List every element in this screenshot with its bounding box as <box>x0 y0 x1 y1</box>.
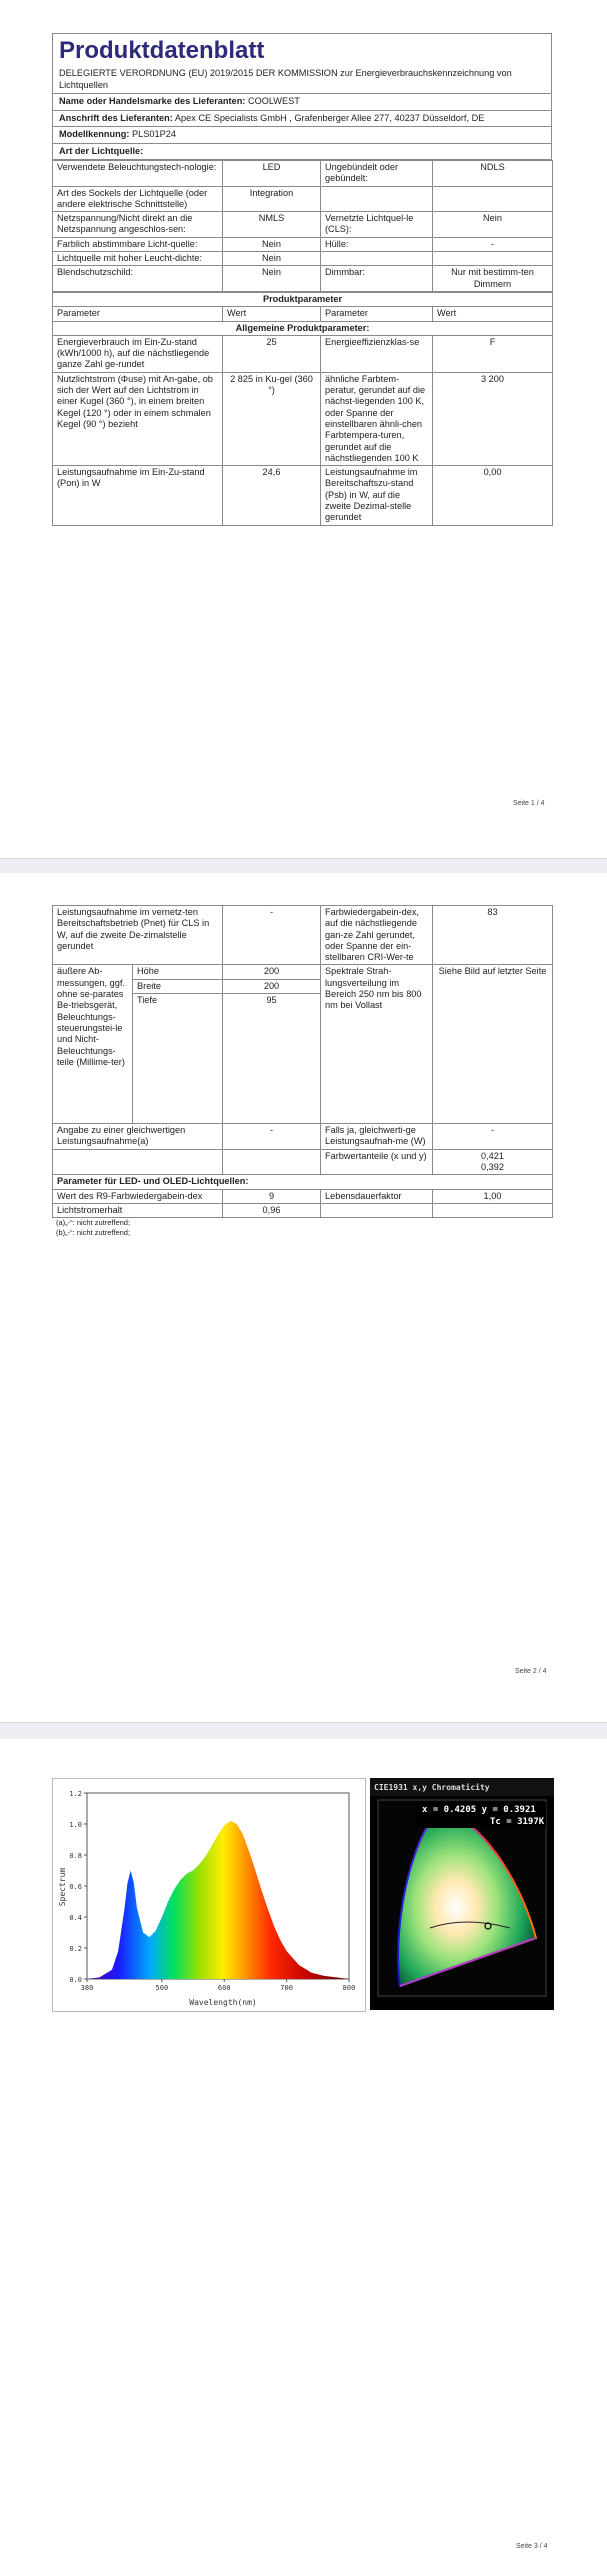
y-tick-label: 1.0 <box>69 1821 82 1829</box>
cie-readout: x = 0.4205 y = 0.3921 <box>422 1805 536 1815</box>
param-cell: Ungebündelt oder gebündelt: <box>321 161 433 187</box>
value-cell: Nein <box>223 252 321 266</box>
spectral-label: Spektrale Strah-lungsverteilung im Bereich 250 nm bis 800 nm bei Vollast <box>321 965 433 1124</box>
equiv-v2: - <box>433 1124 553 1150</box>
param-cell: ähnliche Farbtem-peratur, gerundet auf die nächst-liegenden 100 K, oder Spanne der einstellbaren ähnli-chen Farbtempera-turen, gerundet auf die nächstliegenden 100 K <box>321 372 433 465</box>
table-row <box>53 266 553 292</box>
value-cell: Integration <box>223 186 321 212</box>
param-cell: Leistungsaufnahme im Ein-Zu-stand (Pon) in W <box>53 466 223 525</box>
value-cell: 0,00 <box>433 466 553 525</box>
spectrum-chart <box>52 1778 366 2012</box>
param-cell: Farbwiedergabein-dex, auf die nächstliegende gan-ze Zahl gerundet, oder Spanne der ein-stellbaren CRI-Wer-te <box>321 906 433 965</box>
table-row <box>53 1203 553 1217</box>
led-params-label: Parameter für LED- und OLED-Lichtquellen: <box>53 1175 553 1189</box>
param-cell: Energieverbrauch im Ein-Zu-stand (kWh/1000 h), auf die nächstliegende ganze Zahl ge-rundet <box>53 335 223 372</box>
dim-name-depth: Tiefe <box>133 994 223 1124</box>
col-param: Parameter <box>53 307 223 321</box>
footnote-a: (a)„-“: nicht zutreffend; <box>56 1218 131 1228</box>
param-cell: Art des Sockels der Lichtquelle (oder andere elektrische Schnittstelle) <box>53 186 223 212</box>
value-cell <box>433 252 553 266</box>
supplier-address: Apex CE Specialists GmbH , Grafenberger Allee 277, 40237 Düsseldorf, DE <box>174 112 485 123</box>
page-number-2: Seite 2 / 4 <box>515 1668 547 1675</box>
cie-header: CIE1931 x,y Chromaticity <box>374 1783 490 1792</box>
model-row <box>53 127 551 144</box>
supplier-name: COOLWEST <box>247 96 300 106</box>
param-cell: Lichtquelle mit hoher Leucht-dichte: <box>53 252 223 266</box>
value-cell: - <box>223 906 321 965</box>
value-cell: 1,00 <box>433 1189 553 1203</box>
regulation-text: DELEGIERTE VERORDNUNG (EU) 2019/2015 DER KOMMISSION zur Energieverbrauchskennzeichnung von Lichtquellen <box>53 66 551 94</box>
col-param-2: Parameter <box>321 307 433 321</box>
y-tick-label: 0.4 <box>69 1914 82 1922</box>
table-row <box>53 1189 553 1203</box>
y-axis-label: Spectrum <box>58 1867 67 1907</box>
value-cell <box>433 1203 553 1217</box>
equiv-p2: Falls ja, gleichwerti-ge Leistungsaufnah-me (W) <box>321 1124 433 1150</box>
dim-value-height: 200 <box>223 965 321 979</box>
y-tick-label: 1.2 <box>69 1790 82 1798</box>
y-tick-label: 0.2 <box>69 1945 82 1953</box>
dimensions-label: äußere Ab-messungen, ggf. ohne se-parates Be-triebsgerät, Beleuchtungs-steuerungstei-le und Nicht-Beleuchtungs-teile (Millime-ter) <box>53 965 133 1124</box>
page-number-3: Seite 3 / 4 <box>516 2543 548 2550</box>
spectral-value: Siehe Bild auf letzter Seite <box>433 965 553 1124</box>
y-tick-label: 0.6 <box>69 1883 82 1891</box>
light-type-table <box>52 160 553 292</box>
dim-name-height: Höhe <box>133 965 223 979</box>
param-cell: Hülle: <box>321 237 433 251</box>
chroma-y: 0,392 <box>481 1161 504 1172</box>
spectrum-svg <box>53 1779 365 2011</box>
product-params-table <box>52 292 553 526</box>
param-cell: Lichtstromerhalt <box>53 1203 223 1217</box>
page-2 <box>0 873 607 1723</box>
footnote-b: (b)„-“: nicht zutreffend; <box>56 1228 131 1238</box>
model-value: PLS01P24 <box>132 129 176 139</box>
x-axis-label: Wavelength(nm) <box>189 1998 257 2007</box>
model-label: Modellkennung: <box>59 129 130 139</box>
page-gap <box>0 1722 607 1740</box>
param-cell: Wert des R9-Farbwiedergabein-dex <box>53 1189 223 1203</box>
chroma-x: 0,421 <box>481 1150 504 1161</box>
chroma-label: Farbwertanteile (x und y) <box>321 1149 433 1175</box>
value-cell: LED <box>223 161 321 187</box>
param-cell <box>321 1203 433 1217</box>
datasheet-page-2 <box>52 905 552 1238</box>
supplier-name-label: Name oder Handelsmarke des Lieferanten: <box>59 96 246 106</box>
dim-name-width: Breite <box>133 979 223 993</box>
equiv-value: - <box>223 1124 321 1150</box>
value-cell: 25 <box>223 335 321 372</box>
param-cell: Vernetzte Lichtquel-le (CLS): <box>321 212 433 238</box>
param-cell: Verwendete Beleuchtungstech-nologie: <box>53 161 223 187</box>
cie-svg <box>370 1778 554 2010</box>
value-cell: Nein <box>223 266 321 292</box>
light-type-label: Art der Lichtquelle: <box>53 144 551 161</box>
value-cell: NDLS <box>433 161 553 187</box>
y-tick-label: 0.0 <box>69 1976 82 1984</box>
col-value: Wert <box>223 307 321 321</box>
table-row <box>53 335 553 372</box>
value-cell: - <box>433 237 553 251</box>
param-cell: Leistungsaufnahme im Bereitschaftszu-stand (Psb) in W, auf die zweite Dezimal-stelle gerundet <box>321 466 433 525</box>
value-cell: 2 825 in Ku-gel (360 °) <box>223 372 321 465</box>
x-tick-label: 600 <box>217 1984 231 1992</box>
table-row <box>53 906 553 965</box>
x-tick-label: 380 <box>80 1984 94 1992</box>
value-cell: 83 <box>433 906 553 965</box>
param-cell: Netzspannung/Nicht direkt an die Netzspannung angeschlos-sen: <box>53 212 223 238</box>
supplier-address-label: Anschrift des Lieferanten: <box>59 112 173 123</box>
col-value-2: Wert <box>433 307 553 321</box>
value-cell: 9 <box>223 1189 321 1203</box>
equiv-label: Angabe zu einer gleichwertigen Leistungsaufnahme(a) <box>53 1124 223 1150</box>
param-cell <box>321 252 433 266</box>
table-row <box>53 161 553 187</box>
param-cell: Leistungsaufnahme im vernetz-ten Bereitschaftsbetrieb (Pnet) für CLS in W, auf die zweite De-zimalstelle gerundet <box>53 906 223 965</box>
param-cell: Energieeffizienzklas-se <box>321 335 433 372</box>
chroma-values <box>433 1149 553 1175</box>
param-cell: Dimmbar: <box>321 266 433 292</box>
value-cell: 0,96 <box>223 1203 321 1217</box>
param-cell: Nutzlichtstrom (Φuse) mit An-gabe, ob sich der Wert auf den Lichtstrom in einer Kugel (360 °), in einem breiten Kegel (120 °) oder in einem schmalen Kegel (90 °) bezieht <box>53 372 223 465</box>
product-params-label: Produktparameter <box>53 292 553 306</box>
x-tick-label: 500 <box>155 1984 169 1992</box>
table-row <box>53 212 553 238</box>
y-tick-label: 0.8 <box>69 1852 82 1860</box>
x-tick-label: 700 <box>280 1984 293 1992</box>
empty-cell <box>53 1149 223 1175</box>
table-row <box>53 186 553 212</box>
x-tick-label: 800 <box>342 1984 356 1992</box>
value-cell: F <box>433 335 553 372</box>
supplier-name-row <box>53 94 551 111</box>
param-cell: Farblich abstimmbare Licht-quelle: <box>53 237 223 251</box>
value-cell: 24,6 <box>223 466 321 525</box>
page-2-table <box>52 905 553 1218</box>
dim-value-width: 200 <box>223 979 321 993</box>
table-row <box>53 252 553 266</box>
empty-cell <box>223 1149 321 1175</box>
param-cell: Blendschutzschild: <box>53 266 223 292</box>
cie-tc: Tc = 3197K <box>490 1817 545 1827</box>
table-row <box>53 237 553 251</box>
page-1 <box>0 0 607 858</box>
datasheet-header <box>52 33 552 526</box>
page-number-1: Seite 1 / 4 <box>513 800 545 807</box>
value-cell: 3 200 <box>433 372 553 465</box>
supplier-address-row <box>53 111 551 128</box>
value-cell: Nein <box>433 212 553 238</box>
param-cell <box>321 186 433 212</box>
general-params-label: Allgemeine Produktparameter: <box>53 321 553 335</box>
dim-value-depth: 95 <box>223 994 321 1124</box>
param-cell: Lebensdauerfaktor <box>321 1189 433 1203</box>
table-row <box>53 466 553 525</box>
cie-diagram <box>370 1778 554 2010</box>
table-row <box>53 372 553 465</box>
value-cell: Nein <box>223 237 321 251</box>
value-cell: Nur mit bestimm-ten Dimmern <box>433 266 553 292</box>
page-gap <box>0 858 607 874</box>
value-cell: NMLS <box>223 212 321 238</box>
value-cell <box>433 186 553 212</box>
page-title: Produktdatenblatt <box>59 37 265 64</box>
